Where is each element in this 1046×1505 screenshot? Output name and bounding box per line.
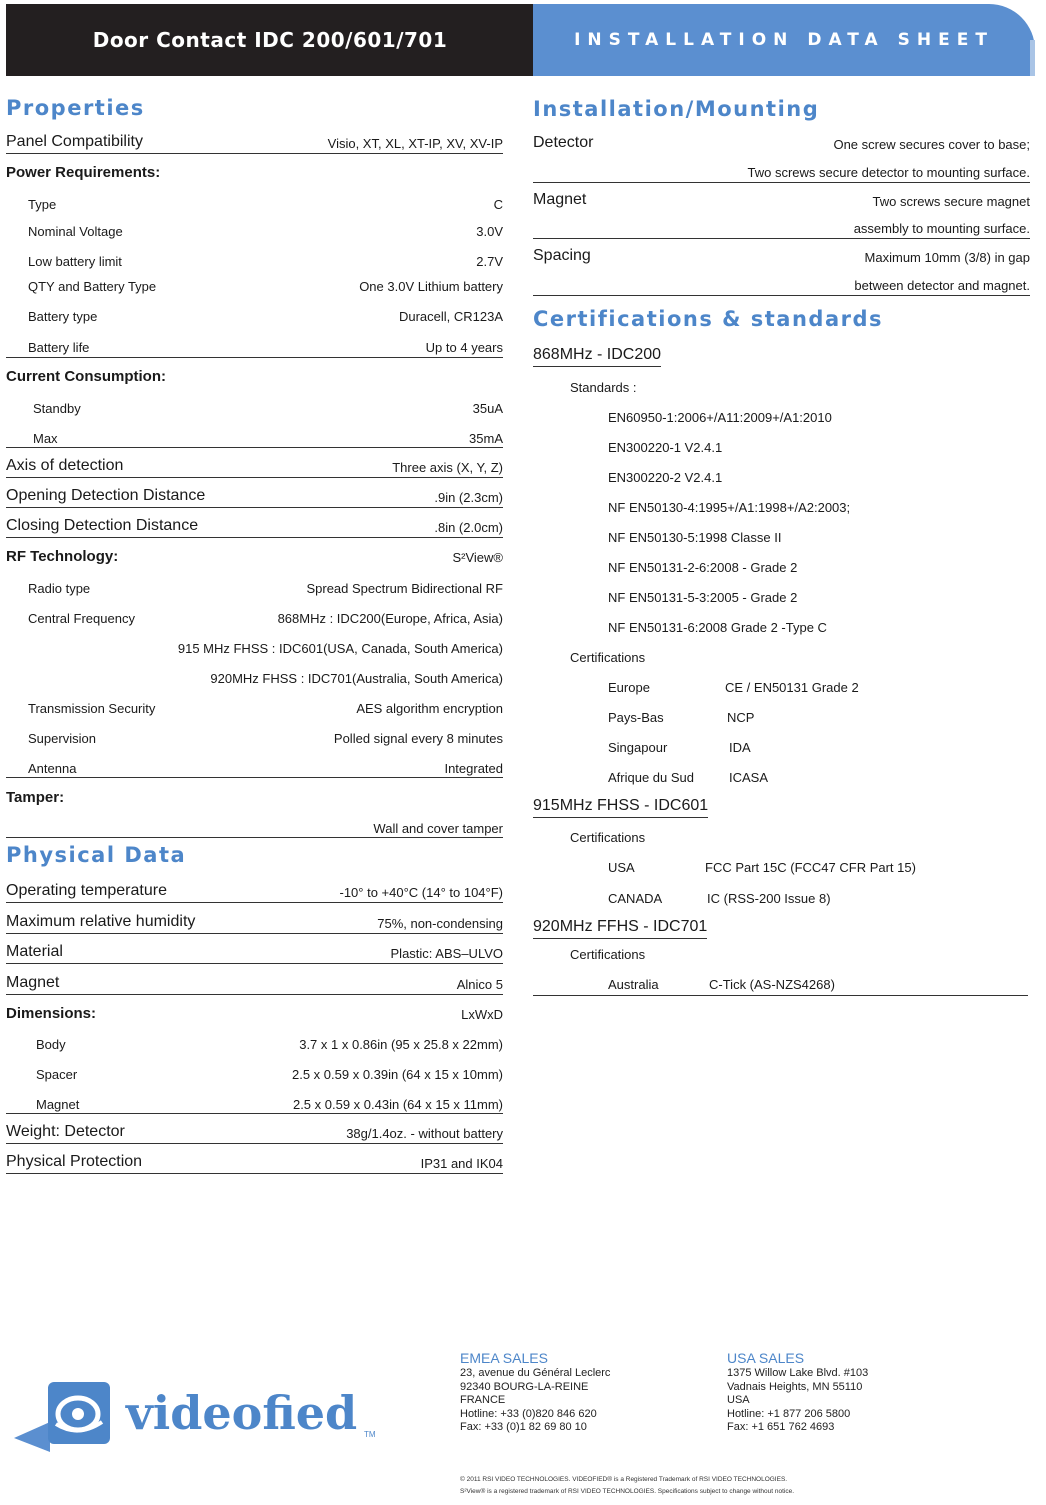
- value: between detector and magnet.: [854, 278, 1030, 293]
- header-edge-accent: [1030, 40, 1035, 76]
- emea-address-line: FRANCE: [460, 1394, 506, 1406]
- value: .9in (2.3cm): [434, 490, 503, 505]
- standard-item: NF EN50130-5:1998 Classe II: [608, 530, 782, 545]
- cert-value: C-Tick (AS-NZS4268): [709, 977, 835, 992]
- detector-row: [533, 132, 1030, 154]
- power-requirements-heading: [6, 161, 503, 183]
- current-consumption-heading: [6, 365, 503, 387]
- value: Up to 4 years: [425, 340, 503, 355]
- properties-title: Properties: [6, 96, 145, 120]
- opening-distance-row: [6, 485, 503, 508]
- value: Plastic: ABS–ULVO: [390, 946, 503, 961]
- cert-value: IC (RSS-200 Issue 8): [707, 891, 831, 906]
- dimensions-heading: [6, 1002, 503, 1024]
- label: Body: [36, 1037, 66, 1052]
- emea-sales-title: EMEA SALES: [460, 1350, 548, 1366]
- magnet-mount-row-cont: [533, 216, 1030, 239]
- spec-row: [28, 726, 503, 748]
- cert-region: Europe: [608, 680, 650, 695]
- spec-row: [28, 249, 503, 271]
- value: -10° to +40°C (14° to 104°F): [339, 885, 503, 900]
- spacing-row: [533, 245, 1030, 267]
- usa-address-line: USA: [727, 1394, 750, 1406]
- usa-hotline: Hotline: +1 877 206 5800: [727, 1408, 851, 1420]
- value: Integrated: [444, 761, 503, 776]
- cert-region: Pays-Bas: [608, 710, 664, 725]
- label: Opening Detection Distance: [6, 487, 206, 504]
- standard-item: EN60950-1:2006+/A11:2009+/A1:2010: [608, 410, 832, 425]
- label: Standby: [33, 401, 81, 416]
- value: IP31 and IK04: [420, 1156, 503, 1171]
- heading-label: Tamper:: [6, 789, 65, 806]
- spec-row: [36, 1032, 503, 1054]
- cert-value: ICASA: [729, 770, 769, 785]
- label: Weight: Detector: [6, 1123, 125, 1140]
- value: 3.0V: [476, 224, 503, 239]
- spec-row: [33, 426, 503, 448]
- trademark-mark: TM: [364, 1430, 376, 1439]
- value: S²View®: [452, 550, 503, 565]
- detector-row-cont: [533, 160, 1030, 183]
- certifications-label: Certifications: [570, 830, 646, 845]
- divider: [6, 777, 503, 778]
- value: 35uA: [472, 401, 503, 416]
- heading-label: Current Consumption:: [6, 368, 166, 385]
- label: Central Frequency: [28, 611, 135, 626]
- heading-label: Dimensions:: [6, 1005, 97, 1022]
- value: 35mA: [469, 431, 503, 446]
- tamper-heading: [6, 786, 503, 808]
- divider: [533, 995, 1028, 996]
- spec-row: [28, 696, 503, 718]
- label: Panel Compatibility: [6, 133, 143, 150]
- label: Battery type: [28, 309, 98, 324]
- label: Magnet: [6, 974, 60, 991]
- spec-row: [33, 396, 503, 418]
- label: Transmission Security: [28, 701, 156, 716]
- spec-row: [28, 335, 503, 357]
- cert-region: CANADA: [608, 891, 663, 906]
- physical-data-title: Physical Data: [6, 843, 187, 867]
- value: Visio, XT, XL, XT-IP, XV, XV-IP: [327, 136, 503, 151]
- value: C: [493, 197, 503, 212]
- humidity-row: [6, 911, 503, 934]
- label: Axis of detection: [6, 457, 124, 474]
- operating-temperature-row: [6, 880, 503, 903]
- cert-region: Afrique du Sud: [608, 770, 695, 785]
- label: Low battery limit: [28, 254, 122, 269]
- value: 868MHz : IDC200(Europe, Africa, Asia): [277, 611, 503, 626]
- value: Spread Spectrum Bidirectional RF: [306, 581, 503, 596]
- spec-row: [28, 636, 503, 658]
- label: Supervision: [28, 731, 96, 746]
- magnet-row: [6, 972, 503, 995]
- material-row: [6, 941, 503, 964]
- value: AES algorithm encryption: [356, 701, 503, 716]
- label: Spacing: [533, 247, 591, 264]
- cert-value: CE / EN50131 Grade 2: [725, 680, 859, 695]
- idc200-heading: 868MHz - IDC200: [533, 346, 661, 367]
- idc701-heading: 920MHz FFHS - IDC701: [533, 918, 707, 939]
- standard-item: EN300220-1 V2.4.1: [608, 440, 723, 455]
- spacing-row-cont: [533, 273, 1030, 296]
- camera-logo-icon: [12, 1378, 112, 1458]
- videofied-logo: [12, 1378, 392, 1458]
- value: .8in (2.0cm): [434, 520, 503, 535]
- spec-row: [28, 606, 503, 628]
- label: Spacer: [36, 1067, 78, 1082]
- closing-distance-row: [6, 515, 503, 538]
- cert-value: NCP: [727, 710, 755, 725]
- brand-name: videofied: [126, 1386, 358, 1440]
- label: Max: [33, 431, 58, 446]
- rf-technology-heading: [6, 545, 503, 567]
- cert-region: USA: [608, 860, 635, 875]
- certifications-label: Certifications: [570, 650, 646, 665]
- standards-label: Standards :: [570, 380, 637, 395]
- value: 2.7V: [476, 254, 503, 269]
- value: 3.7 x 1 x 0.86in (95 x 25.8 x 22mm): [299, 1037, 503, 1052]
- standard-item: NF EN50131-5-3:2005 - Grade 2: [608, 590, 798, 605]
- usa-sales-title: USA SALES: [727, 1350, 805, 1366]
- cert-region: Australia: [608, 977, 659, 992]
- copyright-line: © 2011 RSI VIDEO TECHNOLOGIES. VIDEOFIED® is a Registered Trademark of RSI VIDEO TECHNOLOGIES.: [460, 1476, 788, 1483]
- spec-row: [6, 816, 503, 838]
- label: Radio type: [28, 581, 91, 596]
- panel-compatibility-row: [6, 131, 503, 154]
- spec-row: [28, 576, 503, 598]
- value: Two screws secure detector to mounting surface.: [747, 165, 1030, 180]
- cert-region: Singapour: [608, 740, 668, 755]
- value: 38g/1.4oz. - without battery: [346, 1126, 503, 1141]
- value: Maximum 10mm (3/8) in gap: [864, 250, 1030, 265]
- label: Magnet: [533, 191, 587, 208]
- label: Detector: [533, 134, 594, 151]
- value: 920MHz FHSS : IDC701(Australia, South America): [210, 671, 503, 686]
- value: Polled signal every 8 minutes: [333, 731, 503, 746]
- weight-row: [6, 1121, 503, 1144]
- emea-address-line: 92340 BOURG-LA-REINE: [460, 1381, 589, 1393]
- divider: [6, 357, 503, 358]
- value: assembly to mounting surface.: [853, 221, 1030, 236]
- label: Nominal Voltage: [28, 224, 123, 239]
- spec-row: [28, 304, 503, 326]
- value: Alnico 5: [456, 977, 503, 992]
- document-title: Door Contact IDC 200/601/701: [6, 4, 534, 76]
- value: Wall and cover tamper: [373, 821, 503, 836]
- axis-of-detection-row: [6, 455, 503, 478]
- label: Closing Detection Distance: [6, 517, 199, 534]
- emea-address-line: 23, avenue du Général Leclerc: [460, 1367, 611, 1379]
- physical-protection-row: [6, 1151, 503, 1174]
- value: 915 MHz FHSS : IDC601(USA, Canada, South America): [177, 641, 503, 656]
- magnet-mount-row: [533, 189, 1030, 211]
- idc601-heading: 915MHz FHSS - IDC601: [533, 797, 708, 818]
- value: LxWxD: [461, 1007, 503, 1022]
- standard-item: NF EN50130-4:1995+/A1:1998+/A2:2003;: [608, 500, 851, 515]
- certifications-title: Certifications & standards: [533, 307, 884, 331]
- label: Physical Protection: [6, 1153, 143, 1170]
- spec-row: [28, 756, 503, 778]
- value: 2.5 x 0.59 x 0.39in (64 x 15 x 10mm): [292, 1067, 503, 1082]
- value: 75%, non-condensing: [377, 916, 503, 931]
- cert-value: FCC Part 15C (FCC47 CFR Part 15): [705, 860, 916, 875]
- heading-label: RF Technology:: [6, 548, 119, 565]
- standard-item: NF EN50131-6:2008 Grade 2 -Type C: [608, 620, 827, 635]
- label: Magnet: [36, 1097, 80, 1112]
- trademark-line: S²View® is a registered trademark of RSI VIDEO TECHNOLOGIES. Specifications subject to change without notice.: [460, 1488, 795, 1495]
- spec-row: [28, 192, 503, 214]
- divider: [6, 1113, 503, 1114]
- value: Three axis (X, Y, Z): [392, 460, 503, 475]
- spec-row: [36, 1092, 503, 1114]
- spec-row: [28, 666, 503, 688]
- spec-row: [36, 1062, 503, 1084]
- cert-value: IDA: [729, 740, 751, 755]
- document-subtitle: INSTALLATION DATA SHEET: [533, 4, 1035, 76]
- label: Antenna: [28, 761, 77, 776]
- divider: [6, 447, 503, 448]
- emea-fax: Fax: +33 (0)1 82 69 80 10: [460, 1421, 587, 1433]
- heading-label: Power Requirements:: [6, 164, 161, 181]
- label: Battery life: [28, 340, 90, 355]
- divider: [6, 837, 503, 838]
- usa-address-line: 1375 Willow Lake Blvd. #103: [727, 1367, 869, 1379]
- usa-fax: Fax: +1 651 762 4693: [727, 1421, 835, 1433]
- spec-row: [28, 274, 503, 296]
- value: 2.5 x 0.59 x 0.43in (64 x 15 x 11mm): [292, 1097, 503, 1112]
- label: Type: [28, 197, 57, 212]
- label: Maximum relative humidity: [6, 913, 196, 930]
- value: One screw secures cover to base;: [833, 137, 1030, 152]
- emea-hotline: Hotline: +33 (0)820 846 620: [460, 1408, 597, 1420]
- certifications-label: Certifications: [570, 947, 646, 962]
- standard-item: NF EN50131-2-6:2008 - Grade 2: [608, 560, 798, 575]
- value: Duracell, CR123A: [398, 309, 503, 324]
- standard-item: EN300220-2 V2.4.1: [608, 470, 723, 485]
- spec-row: [28, 219, 503, 241]
- label: Operating temperature: [6, 882, 167, 899]
- label: Material: [6, 943, 63, 960]
- value: One 3.0V Lithium battery: [359, 279, 503, 294]
- label: QTY and Battery Type: [28, 279, 157, 294]
- usa-address-line: Vadnais Heights, MN 55110: [727, 1381, 863, 1393]
- installation-title: Installation/Mounting: [533, 97, 820, 121]
- value: Two screws secure magnet: [872, 194, 1030, 209]
